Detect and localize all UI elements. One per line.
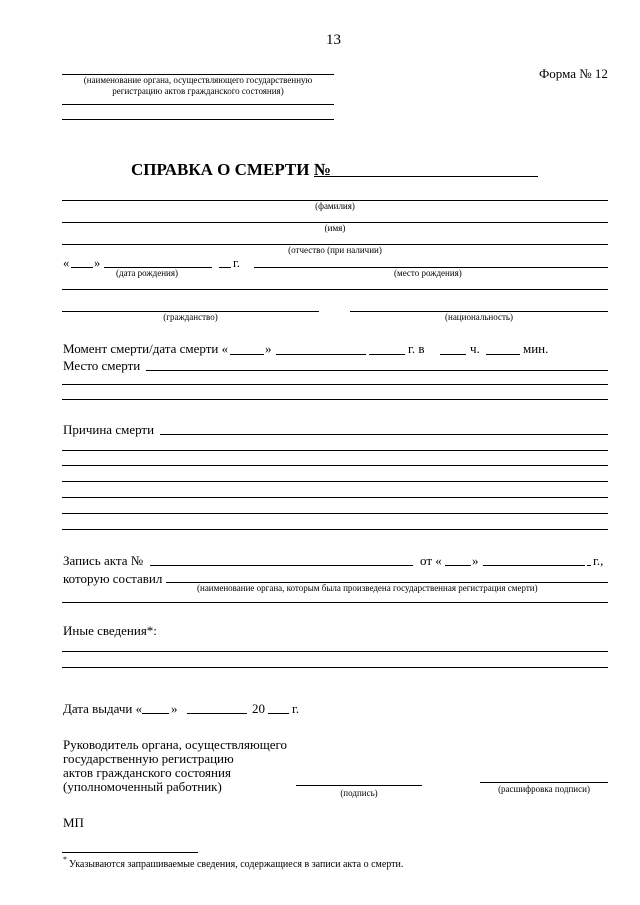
head-title-line-4: (уполномоченный работник) bbox=[63, 779, 222, 794]
signature-decoding-caption: (расшифровка подписи) bbox=[498, 784, 590, 794]
registry-body-caption-1: (наименование органа, осуществляющего государственную bbox=[83, 75, 313, 85]
birth-date-caption: (дата рождения) bbox=[116, 268, 178, 278]
citizenship-caption: (гражданство) bbox=[163, 312, 218, 322]
death-place-line-3[interactable] bbox=[62, 399, 608, 400]
footnote-mark: * bbox=[63, 855, 67, 864]
record-close: » bbox=[472, 553, 479, 568]
signature-caption: (подпись) bbox=[340, 788, 378, 798]
death-place-field[interactable] bbox=[146, 370, 608, 371]
death-month-field[interactable] bbox=[276, 354, 366, 355]
death-cause-line-2[interactable] bbox=[62, 450, 608, 451]
death-year-field[interactable] bbox=[369, 354, 405, 355]
death-year-at: г. в bbox=[408, 341, 425, 356]
record-year-field[interactable] bbox=[587, 565, 591, 566]
footnote-separator bbox=[62, 852, 198, 853]
death-cause-line-7[interactable] bbox=[62, 529, 608, 530]
signature-decoding-field[interactable] bbox=[480, 782, 608, 783]
issue-month-field[interactable] bbox=[187, 713, 247, 714]
composed-by-label: которую составил bbox=[63, 571, 163, 586]
birth-year-field[interactable] bbox=[219, 267, 231, 268]
death-hours-label: ч. bbox=[470, 341, 480, 356]
death-cause-field[interactable] bbox=[160, 434, 608, 435]
birth-quote-open: « bbox=[63, 256, 70, 270]
issue-year-suffix: г. bbox=[292, 701, 300, 716]
seal-label: МП bbox=[63, 815, 84, 830]
document-title: СПРАВКА О СМЕРТИ № bbox=[131, 160, 331, 179]
record-number-field[interactable] bbox=[150, 565, 413, 566]
death-hours-field[interactable] bbox=[440, 354, 466, 355]
page-number: 13 bbox=[326, 32, 341, 48]
record-from-label: от « bbox=[420, 553, 442, 568]
birth-year-suffix: г. bbox=[233, 256, 240, 270]
death-cause-line-3[interactable] bbox=[62, 465, 608, 466]
certificate-number-field[interactable] bbox=[314, 176, 538, 177]
death-place-line-2[interactable] bbox=[62, 384, 608, 385]
issue-day-field[interactable] bbox=[142, 713, 169, 714]
record-year-suffix: г., bbox=[593, 553, 604, 568]
issue-date-close: » bbox=[171, 701, 178, 716]
record-month-field[interactable] bbox=[483, 565, 585, 566]
death-place-label: Место смерти bbox=[63, 358, 141, 373]
issue-year-field[interactable] bbox=[268, 713, 289, 714]
death-cause-line-5[interactable] bbox=[62, 497, 608, 498]
issue-date-label: Дата выдачи « bbox=[63, 701, 143, 716]
death-minutes-label: мин. bbox=[523, 341, 549, 356]
head-title-line-1: Руководитель органа, осуществляющего bbox=[63, 737, 287, 752]
birth-place-caption: (место рождения) bbox=[394, 268, 462, 278]
surname-caption: (фамилия) bbox=[315, 201, 355, 211]
death-moment-close: » bbox=[265, 341, 272, 356]
name-caption: (имя) bbox=[324, 223, 346, 233]
head-title-line-3: актов гражданского состояния bbox=[63, 765, 231, 780]
death-cause-line-4[interactable] bbox=[62, 481, 608, 482]
signature-field[interactable] bbox=[296, 785, 422, 786]
registry-body-line-2[interactable] bbox=[62, 104, 334, 105]
other-info-line-2[interactable] bbox=[62, 667, 608, 668]
registering-body-caption: (наименование органа, которым была произведена государственная регистрация смерти) bbox=[197, 583, 538, 593]
birth-place-extra-line[interactable] bbox=[62, 289, 608, 290]
registry-body-line-3[interactable] bbox=[62, 119, 334, 120]
registry-body-caption-2: регистрацию актов гражданского состояния) bbox=[112, 86, 284, 96]
death-day-field[interactable] bbox=[230, 354, 264, 355]
head-title-line-2: государственную регистрацию bbox=[63, 751, 234, 766]
registering-body-line-2[interactable] bbox=[62, 602, 608, 603]
other-info-line-1[interactable] bbox=[62, 651, 608, 652]
death-cause-label: Причина смерти bbox=[63, 422, 155, 437]
birth-quote-close: » bbox=[94, 256, 101, 270]
death-cause-line-6[interactable] bbox=[62, 513, 608, 514]
nationality-caption: (национальность) bbox=[445, 312, 513, 322]
birth-day-field[interactable] bbox=[71, 267, 93, 268]
other-info-label: Иные сведения*: bbox=[63, 623, 157, 638]
footnote-text: Указываются запрашиваемые сведения, содержащиеся в записи акта о смерти. bbox=[69, 859, 404, 870]
death-moment-label: Момент смерти/дата смерти « bbox=[63, 341, 229, 356]
death-minutes-field[interactable] bbox=[486, 354, 520, 355]
form-number: Форма № 12 bbox=[539, 66, 608, 81]
issue-year-prefix: 20 bbox=[252, 701, 265, 716]
patronymic-caption: (отчество (при наличии) bbox=[288, 245, 382, 255]
record-day-field[interactable] bbox=[445, 565, 471, 566]
record-label: Запись акта № bbox=[63, 553, 144, 568]
